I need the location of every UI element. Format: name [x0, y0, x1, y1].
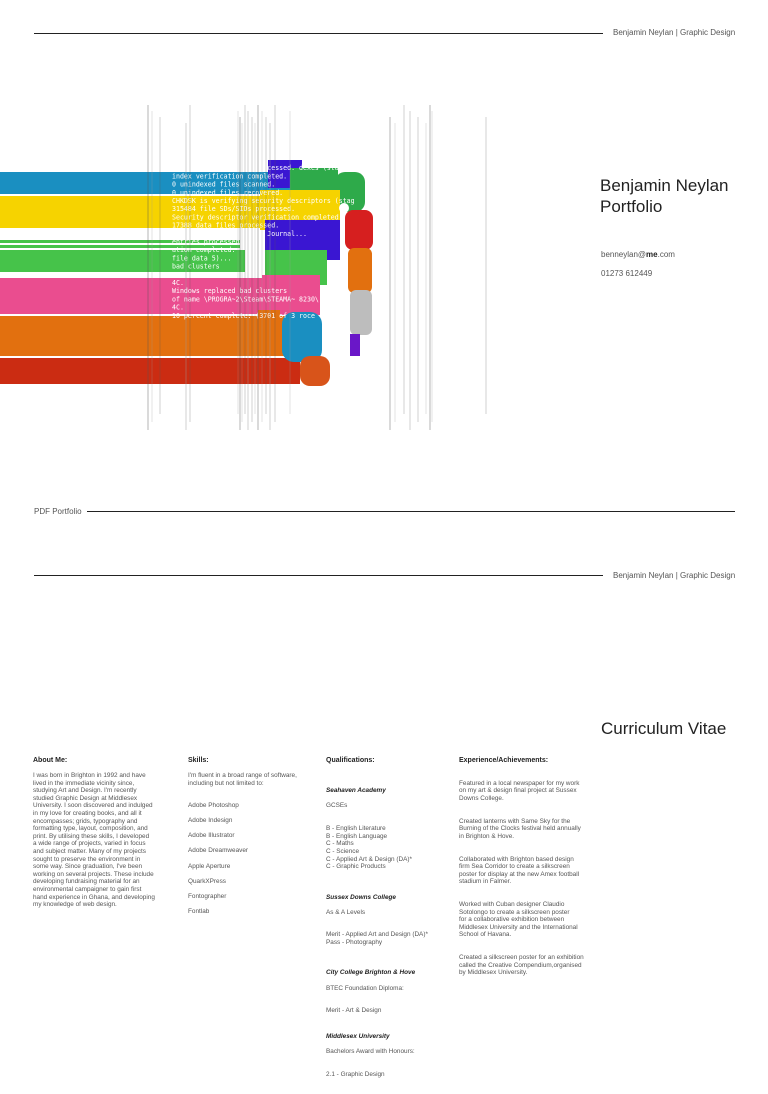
- qualification-sussex: [326, 886, 451, 916]
- cv-header-rule: [34, 575, 603, 576]
- contact-phone: 01273 612449: [601, 269, 653, 278]
- about-column: [33, 757, 173, 909]
- grades: Merit - Applied Art and Design (DA)* Pass - Photography: [326, 931, 428, 947]
- cv-title: Curriculum Vitae: [601, 719, 727, 738]
- qualification-middlesex: [326, 1026, 451, 1056]
- terminal-line: ocessed.: [172, 156, 204, 164]
- terminal-line: ation completed.: [172, 246, 236, 255]
- cover-title-line2: Portfolio: [600, 197, 663, 216]
- skill-item: Fontlab: [188, 908, 210, 916]
- terminal-line: 0 unindexed files recovered.: [172, 188, 284, 197]
- experience-list: [459, 772, 599, 992]
- qualifications-heading: Qualifications:: [326, 757, 375, 764]
- figure-arm-grey: [350, 290, 372, 335]
- header-rule: [34, 33, 603, 34]
- glitch-artwork: [0, 100, 500, 440]
- terminal-line: of name \PROGRA~2\Steam\STEAMA~ 8230\: [172, 295, 319, 304]
- terminal-line: CHKDSK is verifying Usn Journal...: [172, 229, 307, 238]
- qualification-city-college: [326, 962, 451, 992]
- terminal-line: 10 percent complete. (3701 of 3 roce: [172, 311, 315, 320]
- institution-sub: Bachelors Award with Honours:: [326, 1048, 415, 1056]
- footer-rule: [87, 511, 735, 512]
- experience-item: Collaborated with Brighton based design firm Sea Corridor to create a silkscreen poster for display at the new Amex football stadium in Falmer.: [459, 855, 580, 886]
- terminal-line: Security descriptor verification completed.: [172, 213, 343, 222]
- experience-item: Worked with Cuban designer Claudio Sotolongo to create a silkscreen poster for a collaborative exhibition between Middlesex University and the International School of Havana.: [459, 901, 578, 939]
- terminal-line: 4C.: [172, 279, 184, 287]
- grades: Merit - Art & Design: [326, 1007, 382, 1015]
- figure-arm-orange: [348, 248, 372, 293]
- institution-sub: As & A Levels: [326, 908, 366, 916]
- grades: B - English Literature B - English Language C - Maths C - Science C - Applied Art & Design (DA)* C - Graphic Products: [326, 825, 412, 871]
- terminal-line: 290518 index entries processed. dexes (stage 2: [172, 164, 355, 173]
- skills-column: [188, 757, 318, 923]
- email-bold: me: [646, 250, 658, 259]
- terminal-line: 315484 file SDs/SIDs processed.: [172, 205, 296, 214]
- terminal-line: CHKDSK is verifying security descriptors (stag: [172, 197, 355, 205]
- terminal-line: 0 unindexed files scanned.: [172, 180, 276, 189]
- experience-item: Featured in a local newspaper for my work on my art & design final project at Sussex Downs College.: [459, 779, 580, 802]
- qualification-seahaven: [326, 780, 451, 810]
- experience-item: Created a silkscreen poster for an exhibition called the Creative Compendium,organised by Middlesex University.: [459, 954, 584, 977]
- email-domain: .com: [657, 250, 675, 259]
- institution-sub: BTEC Foundation Diploma:: [326, 984, 404, 992]
- skill-item: Adobe Illustrator: [188, 832, 235, 840]
- cover-title-line1: Benjamin Neylan: [600, 176, 729, 195]
- grades: 2.1 - Graphic Design: [326, 1071, 385, 1079]
- terminal-line: Windows replaced bad clusters: [172, 287, 288, 296]
- skill-item: QuarkXPress: [188, 877, 227, 885]
- figure-foot-orange: [300, 356, 330, 386]
- skills-intro: I'm fluent in a broad range of software, including but not limited to:: [188, 772, 297, 787]
- cover-title: [600, 175, 729, 217]
- terminal-line: entries processed.: [172, 238, 244, 246]
- header-text: Benjamin Neylan | Graphic Design: [613, 28, 736, 37]
- institution-name: Sussex Downs College: [326, 893, 396, 901]
- institution-sub: GCSEs: [326, 802, 348, 810]
- skill-item: Adobe Photoshop: [188, 801, 239, 809]
- cv-header-text: Benjamin Neylan | Graphic Design: [613, 571, 736, 580]
- institution-name: Seahaven Academy: [326, 787, 386, 795]
- terminal-line: bad clusters: [172, 262, 220, 271]
- experience-heading: Experience/Achievements:: [459, 757, 549, 764]
- qualifications-column: [326, 757, 451, 1094]
- skill-item: Fontographer: [188, 892, 227, 900]
- skill-item: Adobe Dreamweaver: [188, 847, 249, 855]
- about-heading: About Me:: [33, 757, 68, 764]
- terminal-line: file data 5)...: [172, 254, 232, 263]
- terminal-line: index verification completed.: [172, 172, 288, 181]
- institution-name: Middlesex University: [326, 1033, 390, 1041]
- experience-column: [459, 757, 599, 992]
- terminal-line: 4C.: [172, 303, 184, 312]
- figure-arm-red: [345, 210, 373, 250]
- email-user: benneylan@: [601, 250, 647, 259]
- figure-hand: [350, 334, 360, 356]
- pdf-portfolio-label: PDF Portfolio: [34, 507, 82, 516]
- skill-item: Adobe Indesign: [188, 816, 233, 824]
- contact-email[interactable]: [601, 250, 675, 259]
- qualifications-list: [326, 772, 451, 1094]
- terminal-line: 17388 data files processed.: [172, 221, 280, 230]
- skills-heading: Skills:: [188, 757, 209, 764]
- institution-name: City College Brighton & Hove: [326, 969, 416, 977]
- terminal-line: team\STEAM~ 18230\: [172, 270, 244, 279]
- skill-item: Apple Aperture: [188, 862, 231, 870]
- experience-item: Created lanterns with Same Sky for the Burning of the Clocks festival held annually in Brighton & Hove.: [459, 817, 581, 840]
- skills-list: [188, 794, 318, 923]
- about-text: I was born in Brighton in 1992 and have lived in the immediate vicinity since, studying Art and Design. I'm recently studied Graphic Design at Middlesex University. I soon discovered and indulged in my love for creating books, and all it encompasses; grids, typography and formatting type, layout, composition, and print. By utilising these skills, I developed a wide range of projects, varied in focus and subject matter. Many of my projects sought to preserve the environment in some way. Since graduation, I've been working on several projects. These include developing fundraising material for an environmental campaigner to gain first hand experience in Ghana, and developing my knowledge of web design.: [33, 772, 155, 909]
